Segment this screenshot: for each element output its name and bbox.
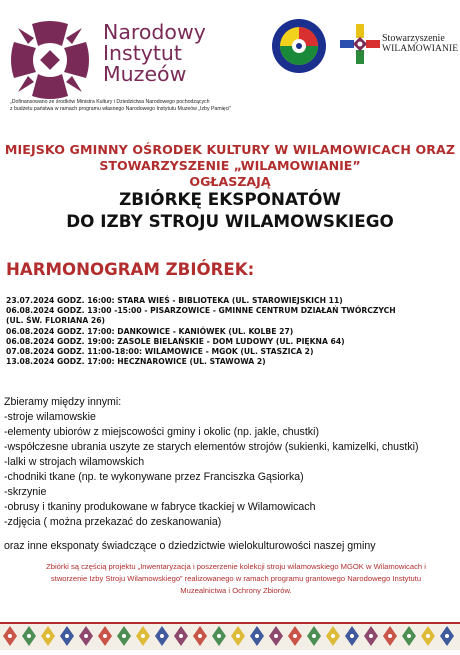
footnote-line: Zbiórki są częścią projektu „Inwentaryzacja i poszerzenie kolekcji stroju wilamowskiego MGOK w Wilamowicach i — [46, 562, 426, 571]
schedule-line: 07.08.2024 GODZ. 11:00-18:00: WILAMOWICE - MGOK (UL. STASZICA 2) — [6, 347, 314, 357]
schedule-line: 06.08.2024 GODZ. 13:00 -15:00 - PISARZOWICE - GMINNE CENTRUM DZIAŁAŃ TWÓRCZYCH — [6, 306, 396, 316]
collection-item: -elementy ubiorów z miejscowości gminy i okolic (np. jakle, chustki) — [4, 426, 319, 438]
folk-embroidery-border — [0, 622, 460, 650]
stowarzyszenie-name-line2: WILAMOWIANIE — [382, 44, 459, 54]
mgok-logo — [271, 18, 327, 74]
stowarzyszenie-logo — [338, 22, 382, 66]
page-title: ZBIÓRKĘ EKSPONATÓW — [119, 189, 341, 209]
collection-list — [4, 395, 459, 530]
funding-note-line: z budżetu państwa w ramach programu własnego Narodowego Instytutu Muzeów „Izby Pamięci” — [10, 106, 232, 112]
collection-item: -stroje wilamowskie — [4, 411, 96, 423]
collection-item: -obrusy i tkaniny produkowane w fabryce tkackiej w Wilamowicach — [4, 501, 316, 513]
stowarzyszenie-name — [382, 33, 460, 55]
collection-item: -zdjęcia ( można przekazać do zeskanowania) — [4, 516, 222, 528]
page-title: DO IZBY STROJU WILAMOWSKIEGO — [66, 211, 394, 231]
collection-extra: oraz inne eksponaty świadczące o dziedzictwie wielokulturowości naszej gminy — [4, 540, 376, 552]
organizer-line: STOWARZYSZENIE „WILAMOWIANIE” — [99, 158, 361, 173]
schedule-line: 23.07.2024 GODZ. 16:00: STARA WIEŚ - BIBLIOTEKA (UL. STAROWIEJSKICH 11) — [6, 296, 343, 305]
nim-logo — [10, 20, 90, 100]
collection-item: -chodniki tkane (np. te wykonywane przez Franciszka Gąsiorka) — [4, 471, 304, 483]
nim-name — [103, 22, 243, 85]
schedule-line: 06.08.2024 GODZ. 19:00: ZASOLE BIELAŃSKIE - DOM LUDOWY (UL. PIĘKNA 64) — [6, 336, 345, 346]
footnote-line: Muzealnictwa i Ochrony Zbiorów. — [180, 586, 292, 595]
stowarzyszenie-name-line1: Stowarzyszenie — [382, 33, 445, 44]
schedule-line: 06.08.2024 GODZ. 17:00: DANKOWICE - KANIÓWEK (UL. KOLBE 27) — [6, 326, 294, 336]
schedule-list — [6, 296, 458, 367]
project-footnote — [40, 561, 432, 597]
organizer-line: MIEJSKO GMINNY OŚRODEK KULTURY W WILAMOWICACH ORAZ — [4, 142, 456, 157]
schedule-heading: HARMONOGRAM ZBIÓREK: — [6, 260, 255, 279]
announce-verb: OGŁASZAJĄ — [189, 174, 271, 189]
collection-intro: Zbieramy między innymi: — [4, 396, 122, 408]
funding-note-line: „Dofinansowano ze środków Ministra Kultury i Dziedzictwa Narodowego pochodzących — [10, 99, 210, 105]
schedule-line: (UL. ŚW. FLORIANA 26) — [6, 316, 106, 326]
nim-name-line: Muzeów — [103, 62, 187, 86]
nim-name-line: Narodowy — [103, 20, 206, 44]
collection-item: -współczesne ubrania uszyte ze starych elementów strojów (sukienki, kamizelki, chustki) — [4, 441, 419, 453]
schedule-line: 13.08.2024 GODZ. 17:00: HECZNAROWICE (UL. STAWOWA 2) — [6, 357, 266, 367]
collection-item: -lalki w strojach wilamowskich — [4, 456, 145, 468]
collection-item: -skrzynie — [4, 486, 47, 498]
nim-name-line: Instytut — [103, 41, 182, 65]
funding-note — [10, 99, 310, 113]
footnote-line: stworzenie Izby Stroju Wilamowskiego” realizowanego w ramach programu grantowego Narodowego Instytutu — [50, 574, 422, 583]
